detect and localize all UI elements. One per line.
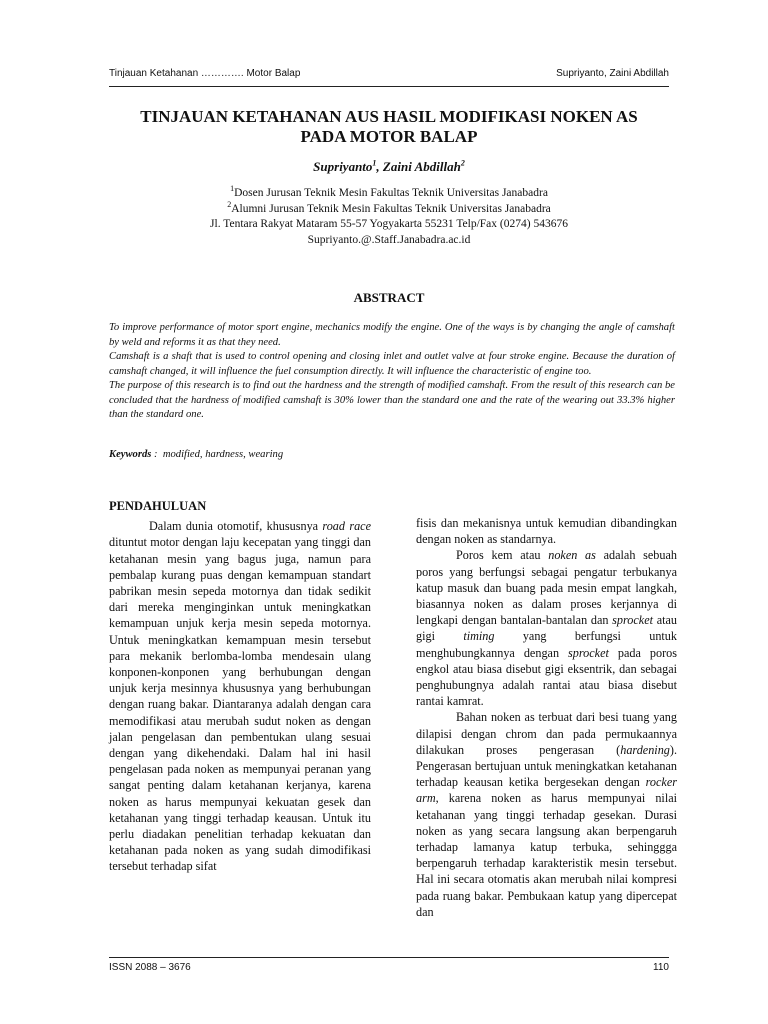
affiliation-2-text: Alumni Jurusan Teknik Mesin Fakultas Teknik Universitas Janabadra <box>231 202 551 215</box>
section-heading-pendahuluan: PENDAHULUAN <box>109 499 207 513</box>
abstract-heading: ABSTRACT <box>353 290 425 305</box>
italic-term: noken as <box>548 548 596 563</box>
affiliation-2 <box>109 199 669 218</box>
body-column-left <box>109 498 371 875</box>
affiliation-1 <box>109 186 669 202</box>
abstract-paragraph-3: The purpose of this research is to find out the hardness and the strength of modified camshaft. From the result of this research can be concluded that the hardness of modified camshaft is 30% lower than the standard one and the rate of the wearing out 33.3% higher than the standard one. <box>109 380 675 420</box>
text-run: Poros kem atau <box>456 548 549 563</box>
text-run: Dalam dunia otomotif, khususnya <box>149 519 323 534</box>
abstract-paragraph-2: Camshaft is a shaft that is used to control opening and closing inlet and outlet valve at four stroke engine. Because the duration of camshaft changed, it will influence the fuel consumption directly. It will influence the characteristic of engine too. <box>109 351 675 377</box>
footer-rule <box>109 957 669 958</box>
body-column-right <box>416 515 677 920</box>
keywords-label: Keywords <box>109 449 152 460</box>
running-header-left: Tinjauan Ketahanan …………. Motor Balap <box>109 68 301 79</box>
page-number: 110 <box>653 962 669 973</box>
text-run: yang berfungsi untuk menghubungkannya dengan <box>416 629 677 660</box>
author-2: Zaini Abdillah <box>382 159 461 174</box>
affiliation-1-text: Dosen Jurusan Teknik Mesin Fakultas Teknik Universitas Janabadra <box>234 187 548 199</box>
italic-term: rocker arm <box>416 775 677 806</box>
italic-term: hardening <box>620 742 670 757</box>
text-run: , karena noken as harus mempunyai nilai ketahanan yang tinggi terhadap gesekan. Durasi noken as yang secara langsung akan berpengaruh terhadap lamanya katup terbuka, sehinggga berpengaruh terhadap karakteristik mesin tersebut. Hal ini secara otomatis akan merubah nilai kompresi pada ruang bakar. Pembukaan katup yang dipercepat dan <box>416 791 677 919</box>
text-run: dituntut motor dengan laju kecepatan yang tinggi dan ketahanan mesin yang bagus juga, namun para pembalap kurang puas dengan kemampuan standart pabrikan mesin sepeda motornya dan tidak sedikit dari mereka menginginkan untuk meningkatkan kemampuan unjuk kerja mesin sepeda motornya. Untuk meningkatkan kemampuan mesin tersebut para mekanik berlomba-lomba mendesain ulang konponen-konponen yang berhubungan dengan unjuk kerja mesinnya khususnya yang berhubungan dengan ruang bakar. Diantaranya adalah dengan cara memodifikasi atau merubah sudut noken as dengan jalan pengelasan dan pembentukan ulang sesuai dengan yang dikehendaki. Dalam hal ini hasil pengelasan pada noken as mempunyai peranan yang sangat penting dalam ketahanan kerjanya, karena noken as harus mempunyai kekuatan gesek dan ketahanan yang tinggi terhadap keausan. Untuk itu perlu diadakan penelitian terhadap kekuatan dan ketahanan pada noken as yang sudah dimodifikasi tersebut terhadap sifat <box>109 535 371 874</box>
text-run: ). Pengerasan bertujuan untuk meningkatkan ketahanan terhadap keausan ketika bergesekan dengan <box>416 742 677 790</box>
title-line-2: PADA MOTOR BALAP <box>300 127 478 146</box>
author-list <box>109 159 669 175</box>
italic-term: sprocket <box>568 645 609 660</box>
author-1-sup: 1 <box>372 158 377 168</box>
body-paragraph-right-2 <box>416 709 677 920</box>
italic-term: sprocket <box>612 613 653 628</box>
body-paragraph-right-1 <box>416 547 677 709</box>
affiliation-2-sup: 2 <box>227 199 232 209</box>
text-run: atau gigi <box>416 613 677 644</box>
running-header <box>109 68 669 84</box>
running-header-right: Supriyanto, Zaini Abdillah <box>556 68 669 79</box>
abstract-body <box>109 321 675 423</box>
title-line-1: TINJAUAN KETAHANAN AUS HASIL MODIFIKASI NOKEN AS <box>140 107 638 126</box>
page-footer <box>109 962 669 978</box>
abstract-paragraph-1: To improve performance of motor sport engine, mechanics modify the engine. One of the ways is by changing the angle of camshaft by weld and reforms it as that they need. <box>109 322 675 348</box>
affiliation-1-sup: 1 <box>230 184 235 194</box>
issn: ISSN 2088 – 3676 <box>109 962 191 973</box>
keywords <box>109 449 669 460</box>
postal-address: Jl. Tentara Rakyat Mataram 55-57 Yogyakarta 55231 Telp/Fax (0274) 543676 <box>210 218 568 230</box>
contact-email: Supriyanto.@.Staff.Janabadra.ac.id <box>307 233 471 246</box>
affiliations <box>109 186 669 248</box>
keywords-separator: : <box>151 449 163 460</box>
keywords-list: modified, hardness, wearing <box>162 449 284 460</box>
body-paragraph-left-1 <box>109 518 371 874</box>
body-paragraph-right-0: fisis dan mekanisnya untuk kemudian dibandingkan dengan noken as standarnya. <box>416 516 677 547</box>
text-run: adalah sebuah poros yang berfungsi sebagai pengatur terbukanya katup masuk dan buang pada mesin empat langkah, biasannya noken as dalam proses kerjannya di lengkapi dengan bantalan-bantalan dan <box>416 548 677 628</box>
text-run: Bahan noken as terbuat dari besi tuang yang dilapisi dengan chrom dan pada permukaannya dilakukan proses pengerasan ( <box>416 710 677 757</box>
italic-term: timing <box>463 629 495 644</box>
author-1: Supriyanto <box>313 159 373 174</box>
paper-title <box>109 107 669 147</box>
author-2-sup: 2 <box>460 158 465 168</box>
italic-term: road race <box>322 519 371 534</box>
text-run: pada poros engkol atau biasa disebut gigi eksentrik, dan sebagai penghubungnya adalah rantai atau biasa disebut rantai kamrat. <box>416 645 677 709</box>
header-rule <box>109 86 669 87</box>
author-separator: , <box>376 159 383 174</box>
